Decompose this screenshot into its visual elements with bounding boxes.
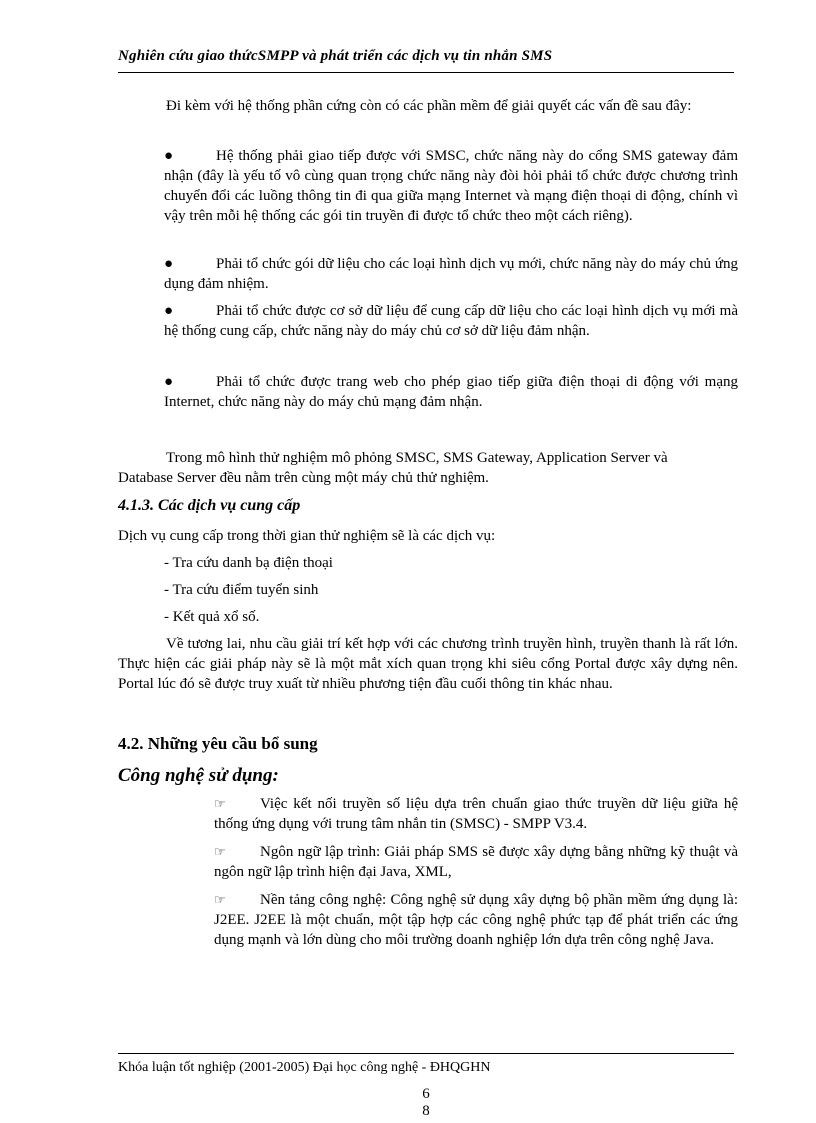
bullet-text: Hệ thống phải giao tiếp được với SMSC, chức năng này do cổng SMS gateway đảm nhận (đây là yếu tố vô cùng quan trọng chức năng này đòi hỏi phải tổ chức được chương trình chuyển đổi các luồng thông tin đi qua giữa mạng Internet và mạng điện thoại di động, chính vì vậy trên mỗi hệ thống các gói tin truyền đi được tổ chức theo một cách riêng). <box>164 148 738 224</box>
service-item: - Kết quả xổ số. <box>164 609 260 625</box>
section-heading-4-1-3: 4.1.3. Các dịch vụ cung cấp <box>118 497 301 514</box>
future-paragraph: Về tương lai, nhu cầu giải trí kết hợp với các chương trình truyền hình, truyền thanh là rất lớn. Thực hiện các giải pháp này sẽ là một mắt xích quan trọng khi siêu cổng Portal được xây dựng nên. Portal lúc đó sẽ được truy xuất từ nhiều phương tiện đầu cuối thông tin khác nhau. <box>118 636 738 692</box>
tech-item-text: Việc kết nối truyền số liệu dựa trên chuẩn giao thức truyền dữ liệu giữa hệ thống ứng dụng với trung tâm nhắn tin (SMSC) - SMPP V3.4. <box>214 796 738 832</box>
bullet-item <box>164 254 738 294</box>
page-number-bottom: 8 <box>422 1103 430 1119</box>
bullet-text: Phải tổ chức gói dữ liệu cho các loại hình dịch vụ mới, chức năng này do máy chủ ứng dụng đảm nhiệm. <box>164 256 738 292</box>
tech-item <box>214 842 738 882</box>
bullet-item <box>164 146 738 226</box>
header-rule <box>118 72 734 73</box>
bullet-icon: ● <box>164 303 174 319</box>
tech-item <box>214 794 738 834</box>
bullet-icon: ● <box>164 374 174 390</box>
services-intro: Dịch vụ cung cấp trong thời gian thử nghiệm sẽ là các dịch vụ: <box>118 528 496 544</box>
bullet-item <box>164 301 738 341</box>
bullet-icon: ● <box>164 148 174 164</box>
bullet-text: Phải tổ chức được cơ sở dữ liệu để cung cấp dữ liệu cho các loại hình dịch vụ mới mà hệ thống cung cấp, chức năng này do máy chủ cơ sở dữ liệu đảm nhận. <box>164 303 738 339</box>
service-item: - Tra cứu điểm tuyển sinh <box>164 582 319 598</box>
tech-heading: Công nghệ sử dụng: <box>118 765 279 786</box>
bullet-text: Phải tổ chức được trang web cho phép giao tiếp giữa điện thoại di động với mạng Internet, chức năng này do máy chủ mạng đảm nhận. <box>164 374 738 410</box>
bullet-icon: ● <box>164 256 174 272</box>
page-header: Nghiên cứu giao thứcSMPP và phát triển các dịch vụ tin nhắn SMS <box>118 48 553 64</box>
bullet-item <box>164 372 738 412</box>
footer-rule <box>118 1053 734 1054</box>
page-footer: Khóa luận tốt nghiệp (2001-2005) Đại học công nghệ - ĐHQGHN <box>118 1060 491 1075</box>
model-paragraph: Trong mô hình thử nghiệm mô phỏng SMSC, SMS Gateway, Application Server và Database Server đều nằm trên cùng một máy chủ thử nghiệm. <box>118 450 668 486</box>
intro-paragraph: Đi kèm với hệ thống phần cứng còn có các phần mềm để giải quyết các vấn đề sau đây: <box>166 98 692 114</box>
page-number-top: 6 <box>422 1086 430 1102</box>
service-item: - Tra cứu danh bạ điện thoại <box>164 555 333 571</box>
tech-item-text: Ngôn ngữ lập trình: Giải pháp SMS sẽ được xây dựng bằng những kỹ thuật và ngôn ngữ lập trình hiện đại Java, XML, <box>214 844 738 880</box>
tech-item-text: Nền tảng công nghệ: Công nghệ sử dụng xây dựng bộ phần mềm ứng dụng là: J2EE. J2EE là một chuẩn, một tập hợp các công nghệ phức tạp để phát triển các ứng dụng mạnh và lớn dùng cho môi trường doanh nghiệp lớn dựa trên công nghệ Java. <box>214 892 738 948</box>
pointing-hand-icon: ☞ <box>214 796 226 811</box>
pointing-hand-icon: ☞ <box>214 844 226 859</box>
section-heading-4-2: 4.2. Những yêu cầu bổ sung <box>118 734 318 753</box>
tech-item <box>214 890 738 950</box>
pointing-hand-icon: ☞ <box>214 892 226 907</box>
